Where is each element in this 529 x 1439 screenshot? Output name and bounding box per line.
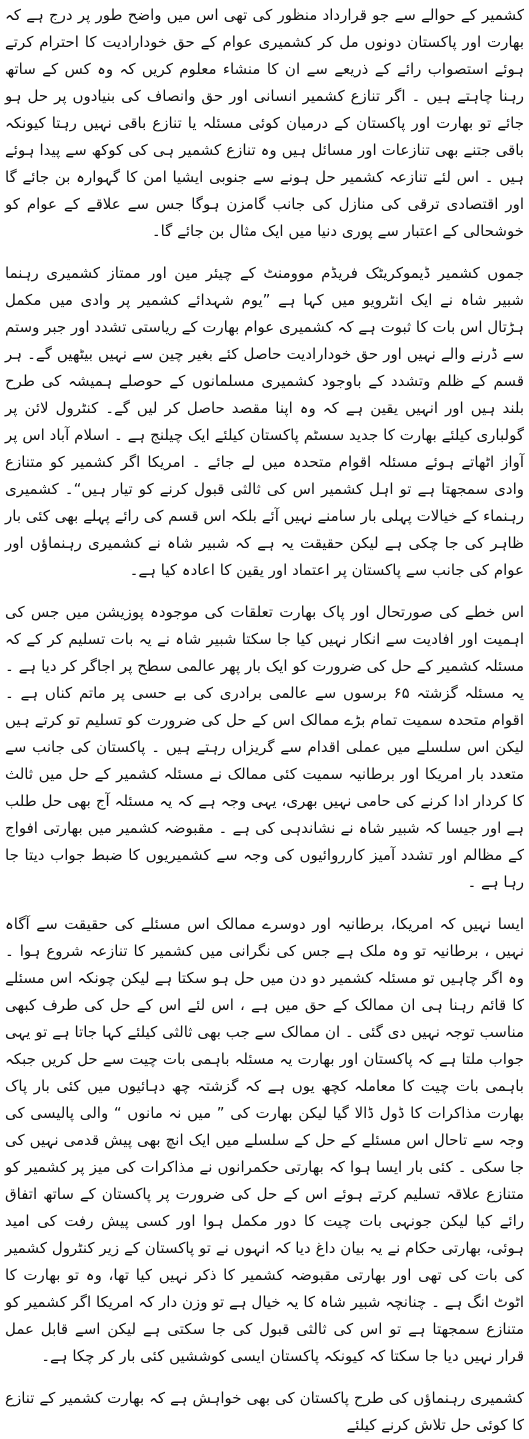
paragraph-5: کشمیری رہنماؤں کی طرح پاکستان کی بھی خواہش ہے کہ بھارت کشمیر کے تنازع کا کوئی حل تلاش کرنے کیلئے xyxy=(5,1389,524,1434)
paragraph-4: ایسا نہیں کہ امریکا، برطانیہ اور دوسرے ممالک اس مسئلے کی حقیقت سے آگاہ نہیں ، برطانیہ تو وہ ملک ہے جس کی نگرانی میں کشمیر کا تنازعہ شروع ہوا ۔ وہ اگر چاہیں تو مسئلہ کشمیر دو دن میں حل ہو سکتا ہے لیکن چونکہ اس مسئلے کا قائم رہنا ہی ان ممالک کے حق میں ہے ، اس لئے اس کے حل کی طرف کبھی مناسب توجہ نہیں دی گئی ۔ ان ممالک سے جب بھی ثالثی کیلئے کہا جاتا ہے تو یہی جواب ملتا ہے کہ پاکستان اور بھارت یہ مسئلہ باہمی بات چیت سے حل کریں جبکہ باہمی بات چیت کا معاملہ کچھ یوں ہے کہ گزشتہ چھ دہائیوں میں کئی بار پاک بھارت مذاکرات کا ڈول ڈالا گیا لیکن بھارت کی ” میں نہ مانوں “ والی پالیسی کی وجہ سے تاحال اس مسئلے کے حل کے سلسلے میں ایک انچ بھی پیش قدمی نہیں کی جا سکی ۔ کئی بار ایسا ہوا کہ بھارتی حکمرانوں نے مذاکرات کی میز پر کشمیر کو متنازع علاقہ تسلیم کرتے ہوئے اس کے حل کی ضرورت پر پاکستان کے ساتھ اتفاق رائے کیا لیکن جونہی بات چیت کا دور مکمل ہوا اور کسی پیش رفت کی امید ہوئی، بھارتی حکام نے یہ بیان داغ دیا کہ انہوں نے تو پاکستان کے زیر کنٹرول کشمیر کی بات کی تھی اور بھارتی مقبوضہ کشمیر کا ذکر نہیں کیا تھا، وہ تو بھارت کا اٹوٹ انگ ہے ۔ چنانچہ شبیر شاہ کا یہ خیال ہے تو وزن دار کہ امریکا اگر کشمیر کو متنازع سمجھتا ہے تو اس کی ثالثی قبول کی جا سکتی ہے لیکن اسے قابل عمل قرار نہیں دیا جا سکتا کہ کیونکہ پاکستان ایسی کوششیں کئی بار کر چکا ہے۔ xyxy=(5,915,524,1365)
paragraph-1: کشمیر کے حوالے سے جو قرارداد منظور کی تھی اس میں واضح طور پر درج ہے کہ بھارت اور پاکستان دونوں مل کر کشمیری عوام کے حق خودارادیت کا احترام کرتے ہوئے استصواب رائے کے ذریعے سے ان کا منشاء معلوم کریں کہ وہ کس کے ساتھ رہنا چاہتے ہیں ۔ اگر تنازع کشمیر انسانی اور حق وانصاف کی بنیادوں پر حل ہو جائے تو بھارت اور پاکستان کے درمیان کوئی مسئلہ یا تنازع باقی نہیں رہتا کیونکہ باقی جتنے بھی تنازعات اور مسائل ہیں وہ تنازع کشمیر ہی کی کوکھ سے پیدا ہوئے ہیں ۔ اس لئے تنازعہ کشمیر حل ہونے سے جنوبی ایشیا امن کا گہوارہ بن جائے گا اور اقتصادی ترقی کی منازل کی جانب گامزن ہوگا جس سے علاقے کے عوام کو خوشحالی کے اعتبار سے پوری دنیا میں ایک مثال بن جائے گا۔ xyxy=(5,6,524,240)
paragraph-3: اس خطے کی صورتحال اور پاک بھارت تعلقات کی موجودہ پوزیشن میں جس کی اہمیت اور افادیت سے انکار نہیں کیا جا سکتا شبیر شاہ نے یہ بات تسلیم کر کے کہ مسئلہ کشمیر کے حل کی ضرورت کو ایک بار پھر عالمی سطح پر اجاگر کر دیا ہے ۔ یہ مسئلہ گزشتہ ۶۵ برسوں سے عالمی برادری کی بے حسی پر ماتم کناں ہے ۔ اقوام متحدہ سمیت تمام بڑے ممالک اس کے حل کی ضرورت کو تسلیم تو کرتے ہیں لیکن اس سلسلے میں عملی اقدام سے گریزاں رہتے ہیں ۔ پاکستان کی جانب سے متعدد بار امریکا اور برطانیہ سمیت کئی ممالک نے مسئلہ کشمیر کے حل میں ثالث کا کردار ادا کرنے کی حامی نہیں بھری، یہی وجہ ہے کہ یہ مسئلہ آج بھی حل طلب ہے اور جیسا کہ شبیر شاہ نے نشاندہی کی ہے ۔ مقبوضہ کشمیر میں بھارتی افواج کے مظالم اور تشدد آمیز کارروائیوں کی وجہ سے کشمیریوں کا ضبط جواب دیتا جا رہا ہے ۔ xyxy=(5,603,524,891)
paragraph-2: جموں کشمیر ڈیموکریٹک فریڈم موومنٹ کے چیئر مین اور ممتاز کشمیری رہنما شبیر شاہ نے ایک انٹرویو میں کہا ہے ”یوم شہدائے کشمیر پر وادی میں مکمل ہڑتال اس بات کا ثبوت ہے کہ کشمیری عوام بھارت کے ریاستی تشدد اور جبر وستم سے ڈرنے والے نہیں اور حق خودارادیت حاصل کئے بغیر چین سے نہیں بیٹھیں گے۔ ہر قسم کے ظلم وتشدد کے باوجود کشمیری مسلمانوں کے حوصلے ہمیشہ کی طرح بلند ہیں اور انہیں یقین ہے کہ وہ اپنا مقصد حاصل کر لیں گے۔ کنٹرول لائن پر گولباری کیلئے بھارت کا جدید سسٹم پاکستان کیلئے ایک چیلنج ہے ۔ اسلام آباد اس پر آواز اٹھاتے ہوئے مسئلہ اقوام متحدہ میں لے جائے ۔ امریکا اگر کشمیر کو متنازع وادی سمجھتا ہے تو اہل کشمیر اس کی ثالثی قبول کرنے کو تیار ہیں“۔ کشمیری رہنماء کے خیالات پہلی بار سامنے نہیں آئے بلکہ اس قسم کی رائے پہلے بھی کئی بار ظاہر کی جا چکی ہے لیکن حقیقت یہ ہے کہ شبیر شاہ نے کشمیری رہنماؤں اور عوام کی جانب سے پاکستان پر اعتماد اور یقین کا اعادہ کیا ہے۔ xyxy=(5,264,524,579)
